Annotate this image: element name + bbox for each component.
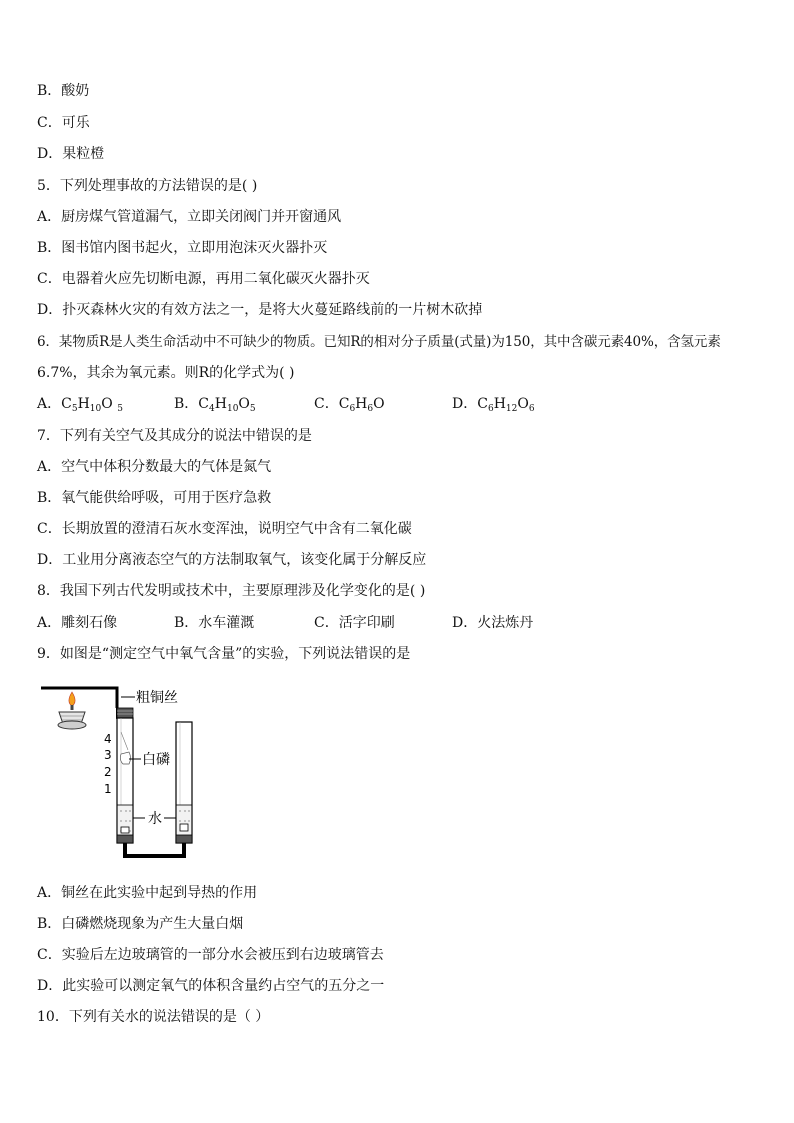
q8-option-b: B．水车灌溉 [174,615,255,631]
label-water: 水 [148,811,162,827]
label-copper-wire: 粗铜丝 [136,690,178,706]
q6-option-a: A．$C_5H_{10}O$ $_5$ [37,396,123,414]
q6-options [37,395,757,413]
q5-stem: 5．下列处理事故的方法错误的是( ) [37,178,258,194]
q6-option-d: D．$C_6H_{12}O_6$ [452,396,535,414]
q7-option-c: C．长期放置的澄清石灰水变浑浊，说明空气中含有二氧化碳 [37,521,412,537]
q7-option-d: D．工业用分离液态空气的方法制取氧气，该变化属于分解反应 [37,552,427,568]
q6-stem-line2: 6.7%，其余为氧元素。则R的化学式为( ) [37,365,295,381]
q9-apparatus-figure [37,680,197,865]
q8-option-d: D．火法炼丹 [452,615,534,631]
label-white-phosphorus: 白磷 [142,752,170,768]
rubber-connector-tube [125,843,184,856]
q8-option-c: C．活字印刷 [314,615,395,631]
q10-stem: 10．下列有关水的说法错误的是（ ） [37,1009,270,1025]
q6-option-b: B．$C_4H_{10}O_5$ [174,396,256,414]
q5-option-b: B．图书馆内图书起火，立即用泡沫灭火器扑灭 [37,240,328,256]
q9-option-c: C．实验后左边玻璃管的一部分水会被压到右边玻璃管去 [37,947,384,963]
q7-option-b: B．氧气能供给呼吸，可用于医疗急救 [37,490,272,506]
q5-option-d: D．扑灭森林火灾的有效方法之一，是将大火蔓延路线前的一片树木砍掉 [37,302,483,318]
scale-mark-2: 2 [104,765,112,779]
scale-mark-1: 1 [104,782,112,796]
q7-option-a: A．空气中体积分数最大的气体是氮气 [37,459,272,475]
q6-stem-line1: 6．某物质R是人类生命活动中不可缺少的物质。已知R的相对分子质量(式量)为150，其中含碳元素40%，含氢元素 [37,334,721,350]
q9-option-d: D．此实验可以测定氧气的体积含量约占空气的五分之一 [37,978,385,994]
white-phosphorus-icon [120,752,130,764]
alcohol-lamp-icon [58,692,86,729]
right-glass-tube [176,722,192,843]
q9-stem: 9．如图是“测定空气中氧气含量”的实验，下列说法错误的是 [37,646,411,662]
q9-option-b: B．白磷燃烧现象为产生大量白烟 [37,916,244,932]
scale-mark-4: 4 [104,732,112,746]
q4-option-d: D．果粒橙 [37,146,105,162]
q7-stem: 7．下列有关空气及其成分的说法中错误的是 [37,428,312,444]
q9-option-a: A．铜丝在此实验中起到导热的作用 [37,885,258,901]
q8-options [37,614,757,632]
q4-option-c: C．可乐 [37,115,90,131]
q5-option-c: C．电器着火应先切断电源，再用二氧化碳灭火器扑灭 [37,271,370,287]
q8-option-a: A．雕刻石像 [37,615,118,631]
scale-mark-3: 3 [104,748,112,762]
q8-stem: 8．我国下列古代发明或技术中，主要原理涉及化学变化的是( ) [37,583,426,599]
q4-option-b: B．酸奶 [37,83,90,99]
q6-option-c: C．$C_6H_6O$ [314,396,385,414]
q5-option-a: A．厨房煤气管道漏气，立即关闭阀门并开窗通风 [37,209,342,225]
left-glass-tube [117,708,133,843]
